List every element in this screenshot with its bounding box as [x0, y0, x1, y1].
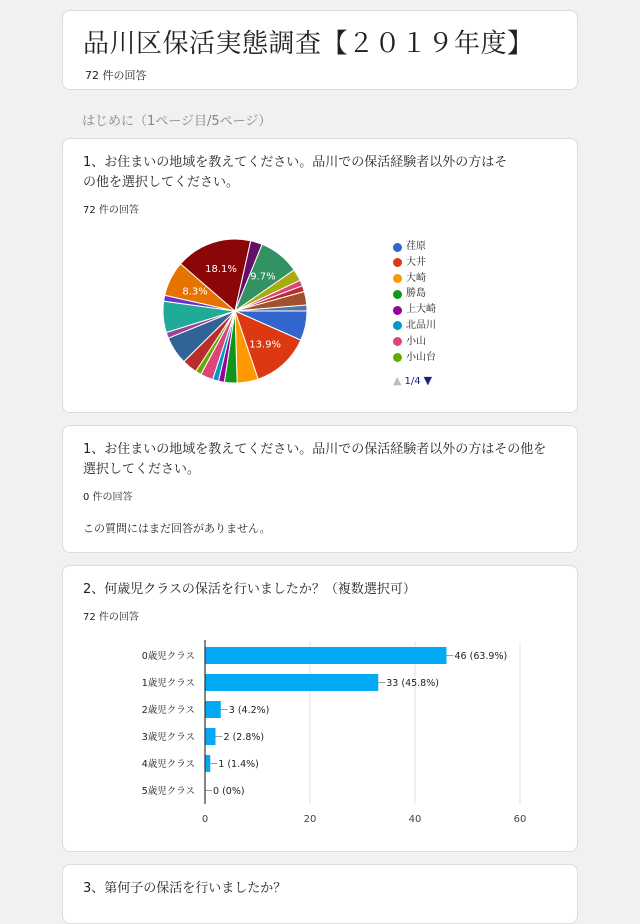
- category-label: 4歳児クラス: [141, 759, 195, 770]
- pie-chart: [163, 235, 363, 395]
- legend-swatch: [393, 258, 402, 267]
- bar: [205, 647, 447, 664]
- bar-value-label: 1 (1.4%): [218, 759, 259, 770]
- pie-slice-label: 18.1%: [205, 264, 237, 276]
- legend-label: 北品川: [406, 319, 436, 331]
- question-card-q1: [62, 138, 578, 413]
- x-tick-label: 0: [201, 814, 209, 824]
- response-count: 72 件の回答: [83, 612, 139, 623]
- legend-label: 荏原: [406, 241, 426, 252]
- legend-label: 大井: [406, 256, 426, 268]
- bar-value-label: 0 (0%): [213, 786, 245, 797]
- category-label: 5歳児クラス: [141, 786, 195, 797]
- bar-value-label: 2 (2.8%): [223, 732, 265, 743]
- legend-label: 小山台: [406, 351, 436, 363]
- pie-slice-label: 9.7%: [250, 271, 276, 283]
- question-card-q2: [62, 565, 578, 852]
- pager-text: 1/4: [404, 376, 421, 387]
- legend-item: [393, 318, 436, 334]
- bar-value-label: 3 (4.2%): [228, 705, 270, 716]
- legend-label: 上大崎: [406, 304, 436, 316]
- legend-item: [393, 334, 436, 350]
- bar: [205, 701, 221, 718]
- category-label: 0歳児クラス: [141, 651, 195, 662]
- question-title: [83, 440, 546, 480]
- legend-item: [393, 255, 436, 271]
- question-card-q3: [62, 864, 578, 924]
- response-count: 72 件の回答: [83, 205, 139, 216]
- question-title: 2、何歳児クラスの保活を行いましたか？（複数選択可）: [83, 582, 416, 597]
- pie-slice-label: 13.9%: [249, 339, 281, 351]
- category-label: 2歳児クラス: [141, 705, 195, 716]
- section-label: はじめに（1ページ目/5ページ）: [82, 114, 272, 129]
- legend-swatch: [393, 243, 402, 252]
- pie-legend: [393, 239, 436, 365]
- pager-down-icon[interactable]: ▼: [423, 374, 433, 387]
- x-tick-label: 40: [408, 814, 422, 824]
- legend-label: 大崎: [406, 272, 426, 284]
- bar: [205, 728, 216, 745]
- bar: [205, 674, 378, 691]
- question-title: 3、第何子の保活を行いましたか？: [83, 881, 287, 896]
- question-card-q1-duplicate: [62, 425, 578, 553]
- response-count: 0 件の回答: [83, 492, 133, 503]
- form-header-card: [62, 10, 578, 90]
- legend-swatch: [393, 274, 402, 283]
- legend-item: [393, 302, 436, 318]
- legend-swatch: [393, 306, 402, 315]
- x-tick-label: 20: [303, 814, 317, 824]
- legend-swatch: [393, 321, 402, 330]
- legend-swatch: [393, 337, 402, 346]
- legend-label: 小山: [406, 335, 426, 347]
- bar-value-label: 46 (63.9%): [454, 651, 508, 662]
- legend-swatch: [393, 290, 402, 299]
- question-title-line: の他を選択してください。: [83, 175, 240, 190]
- form-response-count: 72 件の回答: [85, 69, 147, 82]
- category-label: 3歳児クラス: [141, 732, 195, 743]
- pie-slice-label: 8.3%: [182, 286, 208, 298]
- form-title: 品川区保活実態調査【２０１９年度】: [83, 29, 534, 59]
- legend-item: [393, 239, 436, 255]
- x-tick-label: 60: [513, 814, 527, 824]
- category-label: 1歳児クラス: [141, 678, 195, 689]
- bar-value-label: 33 (45.8%): [386, 678, 439, 689]
- pager-up-icon[interactable]: ▲: [393, 374, 402, 387]
- legend-swatch: [393, 353, 402, 362]
- question-title: [83, 153, 507, 193]
- legend-item: [393, 350, 436, 366]
- bar-chart: [83, 634, 553, 824]
- legend-pager: [393, 374, 432, 387]
- no-answer-message: この質問にはまだ回答がありません。: [83, 522, 271, 535]
- question-title-line: 選択してください。: [83, 462, 201, 477]
- question-title-line: 1、お住まいの地域を教えてください。品川での保活経験者以外の方はその他を: [83, 442, 547, 457]
- legend-item: [393, 286, 436, 302]
- question-title-line: 1、お住まいの地域を教えてください。品川での保活経験者以外の方はそ: [83, 155, 508, 170]
- bar: [205, 755, 210, 772]
- legend-label: 勝島: [406, 288, 426, 300]
- legend-item: [393, 271, 436, 287]
